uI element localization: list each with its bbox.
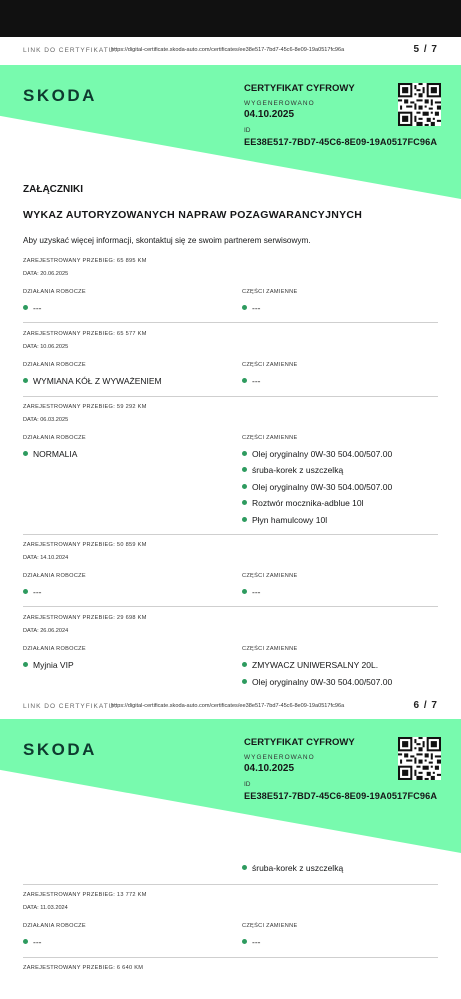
- action-item: ---: [23, 937, 42, 947]
- mileage: ZAREJESTROWANY PRZEBIEG: 59 292 KM: [23, 404, 147, 410]
- actions-heading: DZIAŁANIA ROBOCZE: [23, 646, 86, 652]
- bullet-icon: [23, 939, 28, 944]
- part-item: Olej oryginalny 0W-30 504.00/507.00: [242, 677, 392, 687]
- bullet-icon: [242, 484, 247, 489]
- bullet-icon: [242, 467, 247, 472]
- part-item: ---: [242, 303, 261, 313]
- divider: [23, 606, 438, 607]
- part-item: ---: [242, 376, 261, 386]
- bullet-icon: [242, 662, 247, 667]
- service-date: DATA: 10.06.2025: [23, 344, 69, 350]
- certificate-link[interactable]: https://digital-certificate.skoda-auto.com/certificates/ee38e517-7bd7-45c6-8e09-19a0517fc96a: [111, 47, 345, 53]
- part-item: śruba-korek z uszczelką: [242, 465, 343, 475]
- link-label: LINK DO CERTYFIKATU:: [23, 703, 118, 710]
- link-label: LINK DO CERTYFIKATU:: [23, 47, 118, 54]
- part-item: śruba-korek z uszczelką: [242, 863, 343, 873]
- parts-heading: CZĘŚCI ZAMIENNE: [242, 289, 298, 295]
- actions-heading: DZIAŁANIA ROBOCZE: [23, 923, 86, 929]
- skoda-logo: SKODA: [23, 86, 97, 105]
- mileage: ZAREJESTROWANY PRZEBIEG: 50 859 KM: [23, 542, 147, 548]
- qr-code-icon: [398, 83, 441, 126]
- id-label: ID: [244, 127, 251, 134]
- service-date: DATA: 20.06.2025: [23, 271, 69, 277]
- action-item: NORMALIA: [23, 449, 77, 459]
- action-item: ---: [23, 587, 42, 597]
- bullet-icon: [242, 305, 247, 310]
- divider: [23, 884, 438, 885]
- action-item: WYMIANA KÓŁ Z WYWAŻENIEM: [23, 376, 162, 386]
- mileage: ZAREJESTROWANY PRZEBIEG: 13 772 KM: [23, 892, 147, 898]
- part-item: Olej oryginalny 0W-30 504.00/507.00: [242, 449, 392, 459]
- actions-heading: DZIAŁANIA ROBOCZE: [23, 362, 86, 368]
- bullet-icon: [242, 865, 247, 870]
- action-item: ---: [23, 303, 42, 313]
- generated-date: 04.10.2025: [244, 763, 295, 774]
- parts-heading: CZĘŚCI ZAMIENNE: [242, 646, 298, 652]
- action-item: Myjnia VIP: [23, 660, 74, 670]
- bullet-icon: [23, 378, 28, 383]
- certificate-title: CERTYFIKAT CYFROWY: [244, 83, 355, 94]
- phone-status-bar: [0, 0, 461, 37]
- part-item: ---: [242, 587, 261, 597]
- bullet-icon: [242, 378, 247, 383]
- divider: [23, 396, 438, 397]
- section-heading-attachments: ZAŁĄCZNIKI: [23, 184, 83, 195]
- skoda-logo: SKODA: [23, 740, 97, 759]
- bullet-icon: [23, 451, 28, 456]
- bullet-icon: [242, 500, 247, 505]
- generated-label: WYGENEROWANO: [244, 754, 315, 761]
- bullet-icon: [23, 305, 28, 310]
- generated-date: 04.10.2025: [244, 109, 295, 120]
- certificate-link-row: [0, 693, 461, 721]
- certificate-header: [0, 719, 461, 853]
- part-item: Płyn hamulcowy 10l: [242, 515, 327, 525]
- id-label: ID: [244, 781, 251, 788]
- certificate-id: EE38E517-7BD7-45C6-8E09-19A0517FC96A: [244, 137, 438, 147]
- certificate-link[interactable]: https://digital-certificate.skoda-auto.com/certificates/ee38e517-7bd7-45c6-8e09-19a0517fc96a: [111, 703, 345, 709]
- actions-heading: DZIAŁANIA ROBOCZE: [23, 435, 86, 441]
- generated-label: WYGENEROWANO: [244, 100, 315, 107]
- intro-text: Aby uzyskać więcej informacji, skontaktuj się ze swoim partnerem serwisowym.: [23, 236, 311, 245]
- bullet-icon: [242, 451, 247, 456]
- part-item: Olej oryginalny 0W-30 504.00/507.00: [242, 482, 392, 492]
- service-date: DATA: 26.06.2024: [23, 628, 69, 634]
- certificate-title: CERTYFIKAT CYFROWY: [244, 737, 355, 748]
- part-item: ZMYWACZ UNIWERSALNY 20L.: [242, 660, 378, 670]
- part-item: Roztwór mocznika-adblue 10l: [242, 498, 364, 508]
- divider: [23, 534, 438, 535]
- divider: [23, 957, 438, 958]
- bullet-icon: [242, 939, 247, 944]
- mileage: ZAREJESTROWANY PRZEBIEG: 29 698 KM: [23, 615, 147, 621]
- divider: [23, 322, 438, 323]
- service-date: DATA: 11.03.2024: [23, 905, 68, 911]
- parts-heading: CZĘŚCI ZAMIENNE: [242, 362, 298, 368]
- service-date: DATA: 06.03.2025: [23, 417, 69, 423]
- part-item: ---: [242, 937, 261, 947]
- bullet-icon: [242, 517, 247, 522]
- certificate-link-row: [0, 37, 461, 65]
- qr-code-icon: [398, 737, 441, 780]
- mileage: ZAREJESTROWANY PRZEBIEG: 6 640 KM: [23, 965, 144, 971]
- actions-heading: DZIAŁANIA ROBOCZE: [23, 289, 86, 295]
- section-heading-repairs: WYKAZ AUTORYZOWANYCH NAPRAW POZAGWARANCYJNYCH: [23, 209, 363, 221]
- parts-heading: CZĘŚCI ZAMIENNE: [242, 435, 298, 441]
- page-number: 6 / 7: [413, 700, 438, 711]
- parts-heading: CZĘŚCI ZAMIENNE: [242, 923, 298, 929]
- bullet-icon: [242, 589, 247, 594]
- actions-heading: DZIAŁANIA ROBOCZE: [23, 573, 86, 579]
- certificate-header: [0, 65, 461, 199]
- certificate-id: EE38E517-7BD7-45C6-8E09-19A0517FC96A: [244, 791, 438, 801]
- mileage: ZAREJESTROWANY PRZEBIEG: 65 577 KM: [23, 331, 147, 337]
- service-date: DATA: 14.10.2024: [23, 555, 69, 561]
- mileage: ZAREJESTROWANY PRZEBIEG: 65 895 KM: [23, 258, 147, 264]
- parts-heading: CZĘŚCI ZAMIENNE: [242, 573, 298, 579]
- page-number: 5 / 7: [413, 44, 438, 55]
- bullet-icon: [242, 679, 247, 684]
- bullet-icon: [23, 589, 28, 594]
- bullet-icon: [23, 662, 28, 667]
